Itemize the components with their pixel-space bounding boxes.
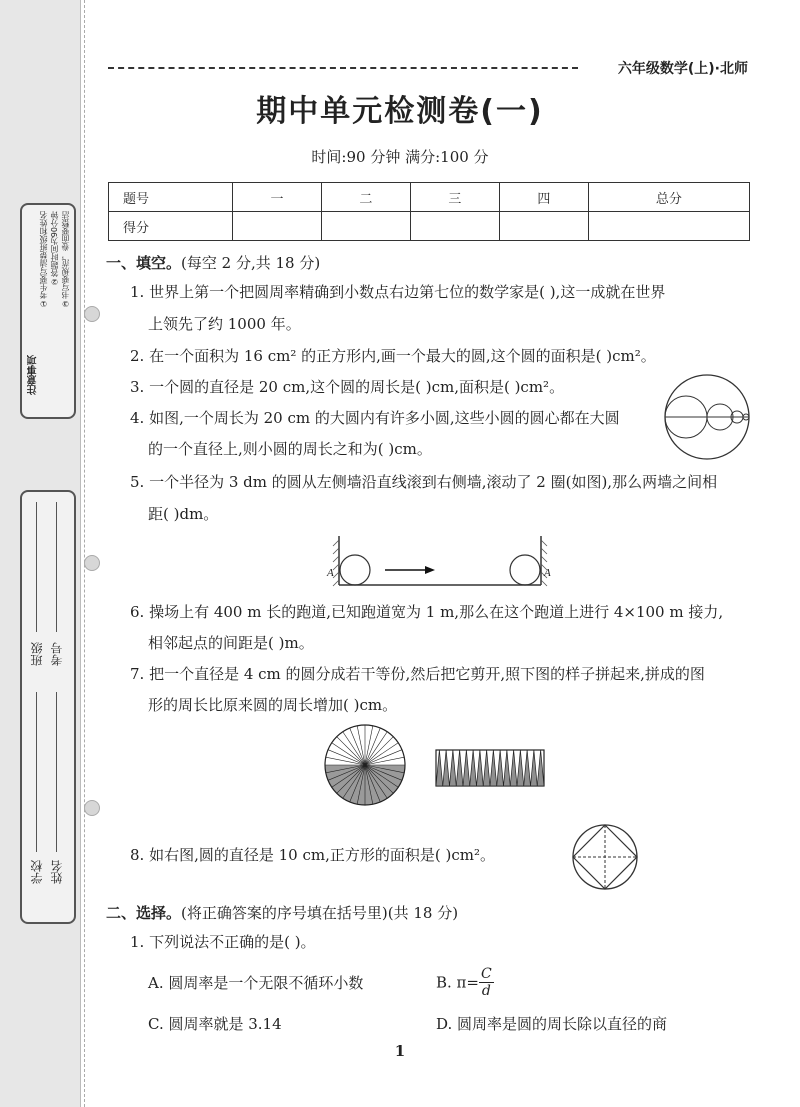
name-label: 姓名 [50, 860, 64, 884]
section-1-note: (每空 2 分,共 18 分) [181, 254, 321, 272]
question-text: 8. 如右图,圆的直径是 10 cm,正方形的面积是( )cm²。 [130, 846, 495, 864]
fraction-numerator: C [481, 966, 492, 982]
score-table-header: 三 [410, 183, 499, 212]
sector-line [337, 737, 365, 765]
fraction-denominator: d [481, 983, 491, 999]
student-info-box [20, 490, 76, 924]
class-field[interactable] [36, 502, 37, 632]
score-cell[interactable] [588, 212, 749, 241]
question-text: 距( )dm。 [148, 505, 219, 523]
question-text: 7. 把一个直径是 4 cm 的圆分成若干等份,然后把它剪开,照下图的样子拼起来,拼成的图 [130, 665, 705, 683]
q5-walls-figure [325, 534, 555, 590]
question-text: 1. 世界上第一个把圆周率精确到小数点右边第七位的数学家是( ),这一成就在世界 [130, 283, 666, 301]
score-table-header: 一 [233, 183, 322, 212]
option-b[interactable] [436, 966, 494, 999]
time-info: 时间:90 分钟 满分:100 分 [311, 148, 489, 166]
question-text: 形的周长比原来圆的周长增加( )cm。 [148, 696, 398, 714]
section-1-title: 一、填空。 [106, 254, 182, 272]
exam-no-label: 考号 [50, 642, 64, 666]
notes-line: ③书写要规范，卷面要整洁 [61, 211, 70, 308]
score-cell[interactable] [233, 212, 322, 241]
page-number: 1 [394, 1042, 406, 1060]
section-1-heading [106, 252, 320, 273]
q8-square-in-circle-figure [570, 822, 640, 892]
exam-no-field[interactable] [56, 502, 57, 632]
point-label: A [544, 567, 551, 579]
name-field[interactable] [56, 692, 57, 852]
score-row-label: 得分 [109, 212, 233, 241]
header-dashes [108, 67, 578, 69]
point-label: A [327, 567, 334, 579]
question-text: 6. 操场上有 400 m 长的跑道,已知跑道宽为 1 m,那么在这个跑道上进行 4×100 m 接力, [130, 603, 724, 621]
notes-line: ①考生要写清楚班级和姓名 [39, 211, 48, 308]
option-d[interactable]: D. 圆周率是圆的周长除以直径的商 [436, 1015, 668, 1033]
exam-title: 期中单元检测卷(一) [256, 94, 544, 129]
binding-hole [84, 555, 100, 571]
score-table-row [109, 212, 750, 241]
option-a[interactable]: A. 圆周率是一个无限不循环小数 [148, 974, 364, 992]
sector-line [365, 737, 393, 765]
option-b-prefix: B. π= [436, 973, 479, 992]
question-text: 5. 一个半径为 3 dm 的圆从左侧墙沿直线滚到右侧墙,滚动了 2 圈(如图),那么两墙之间相 [130, 473, 718, 491]
subject-label: 六年级数学(上)·北师 [617, 61, 748, 77]
question-text: 的一个直径上,则小圆的周长之和为( )cm。 [148, 440, 432, 458]
fraction [479, 966, 494, 999]
q7-rearranged-strip-figure [434, 748, 546, 788]
option-c[interactable]: C. 圆周率就是 3.14 [148, 1015, 282, 1033]
notes-line: ②答题时间为90分钟 [50, 211, 59, 287]
binding-hole [84, 800, 100, 816]
question-text: 相邻起点的间距是( )m。 [148, 634, 314, 652]
score-table-header: 题号 [109, 183, 233, 212]
score-cell[interactable] [410, 212, 499, 241]
school-label: 学校 [30, 860, 44, 884]
page-header [108, 58, 748, 76]
section-2-heading [106, 902, 458, 923]
score-table-header: 总分 [588, 183, 749, 212]
section-2-title: 二、选择。 [106, 904, 182, 922]
question-text: 3. 一个圆的直径是 20 cm,这个圆的周长是( )cm,面积是( )cm²。 [130, 378, 565, 396]
class-label: 班级 [30, 642, 44, 666]
q7-sliced-circle-figure [322, 722, 408, 808]
score-cell[interactable] [499, 212, 588, 241]
question-text: 2. 在一个面积为 16 cm² 的正方形内,画一个最大的圆,这个圆的面积是( )cm²。 [130, 347, 656, 365]
notes-title: 注意事项 [28, 355, 39, 395]
score-table-header: 四 [499, 183, 588, 212]
score-table-header: 二 [321, 183, 410, 212]
question-text: 4. 如图,一个周长为 20 cm 的大圆内有许多小圆,这些小圆的圆心都在大圆 [130, 409, 620, 427]
score-table [108, 182, 750, 241]
score-cell[interactable] [321, 212, 410, 241]
question-text: 上领先了约 1000 年。 [148, 315, 301, 333]
notes-box [20, 203, 76, 419]
q4-circles-figure [662, 372, 756, 466]
question-text: 1. 下列说法不正确的是( )。 [130, 933, 316, 951]
score-table-header-row [109, 183, 750, 212]
section-2-note: (将正确答案的序号填在括号里)(共 18 分) [181, 904, 459, 922]
binding-hole [84, 306, 100, 322]
school-field[interactable] [36, 692, 37, 852]
